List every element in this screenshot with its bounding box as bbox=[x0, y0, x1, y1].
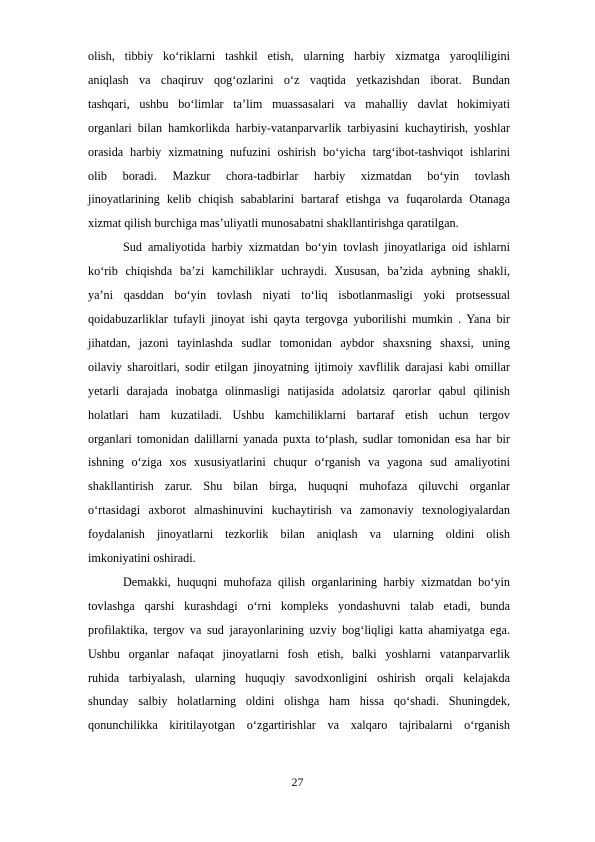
text-line: tashqari, ushbu bo‘limlar ta’lim muassasalari va mahalliy davlat hokimiyati bbox=[88, 96, 510, 111]
text-line: ishning o‘ziga xos xususiyatlarini chuqur o‘rganish va yagona sud amaliyotini bbox=[88, 455, 510, 470]
body-text bbox=[88, 45, 510, 738]
page-number: 27 bbox=[291, 775, 304, 789]
text-line: jinoyatlarining kelib chiqish sabablarini bartaraf etishga va fuqarolarda Otanaga bbox=[88, 192, 510, 207]
text-line: qoidabuzarliklar tufayli jinoyat ishi qayta tergovga yuborilishi mumkin . Yana bir bbox=[88, 311, 510, 326]
text-line: profilaktika, tergov va sud jarayonlarining uzviy bog‘liqligi katta ahamiyatga ega. bbox=[88, 622, 510, 637]
text-line: olish, tibbiy ko‘riklarni tashkil etish, ularning harbiy xizmatga yaroqliligini bbox=[88, 49, 510, 63]
text-line: aniqlash va chaqiruv qog‘ozlarini o‘z vaqtida yetkazishdan iborat. Bundan bbox=[88, 72, 510, 87]
text-line: imkoniyatini oshiradi. bbox=[88, 551, 196, 566]
text-line: tovlashga qarshi kurashdagi o‘rni kompleks yondashuvni talab etadi, bunda bbox=[88, 598, 510, 613]
text-line: ruhida tarbiyalash, ularning huquqiy savodxonligini oshirish orqali kelajakda bbox=[88, 670, 510, 685]
text-line: organlari tomonidan dalillarni yanada puxta to‘plash, sudlar tomonidan esa har bir bbox=[88, 431, 510, 446]
text-line: yetarli darajada inobatga olinmasligi natijasida adolatsiz qarorlar qabul qilinish bbox=[88, 383, 510, 398]
text-line: olib boradi. Mazkur chora-tadbirlar harbiy xizmatdan bo‘yin tovlash bbox=[88, 168, 510, 183]
text-line: xizmat qilish burchiga mas’uliyatli munosabatni shakllantirishga qaratilgan. bbox=[88, 216, 459, 231]
text-line: qonunchilikka kiritilayotgan o‘zgartirishlar va xalqaro tajribalarni o‘rganish bbox=[88, 718, 510, 733]
paragraph bbox=[88, 236, 510, 571]
text-line: ya’ni qasddan bo‘yin tovlash niyati to‘liq isbotlanmasligi yoki protsessual bbox=[88, 288, 510, 303]
text-line: ko‘rib chiqishda ba’zi kamchiliklar uchraydi. Xususan, ba’zida aybning shakli, bbox=[88, 264, 510, 279]
paragraph bbox=[88, 571, 510, 738]
text-line: oilaviy sharoitlari, sodir etilgan jinoyatning ijtimoiy xavflilik darajasi kabi omillar bbox=[88, 359, 510, 374]
text-line: Demakki, huquqni muhofaza qilish organlarining harbiy xizmatdan bo‘yin bbox=[123, 574, 510, 589]
text-line: shunday salbiy holatlarning oldini olishga ham hissa qo‘shadi. Shuningdek, bbox=[88, 694, 510, 709]
text-line: Sud amaliyotida harbiy xizmatdan bo‘yin tovlash jinoyatlariga oid ishlarni bbox=[123, 240, 510, 255]
text-line: organlari bilan hamkorlikda harbiy-vatanparvarlik tarbiyasini kuchaytirish, yoshlar bbox=[88, 120, 510, 135]
paragraph bbox=[88, 45, 510, 236]
text-line: Ushbu organlar nafaqat jinoyatlarni fosh etish, balki yoshlarni vatanparvarlik bbox=[88, 646, 510, 661]
text-line: foydalanish jinoyatlarni tezkorlik bilan aniqlash va ularning oldini olish bbox=[88, 527, 510, 542]
text-line: orasida harbiy xizmatning nufuzini oshirish bo‘yicha targ‘ibot-tashviqot ishlarini bbox=[88, 144, 510, 159]
text-line: shakllantirish zarur. Shu bilan birga, huquqni muhofaza qiluvchi organlar bbox=[88, 479, 510, 494]
text-line: o‘rtasidagi axborot almashinuvini kuchaytirish va zamonaviy texnologiyalardan bbox=[88, 503, 510, 518]
text-line: holatlari ham kuzatiladi. Ushbu kamchiliklarni bartaraf etish uchun tergov bbox=[88, 407, 510, 422]
text-line: jihatdan, jazoni tayinlashda sudlar tomonidan aybdor shaxsning shaxsi, uning bbox=[88, 335, 510, 350]
document-page bbox=[88, 45, 510, 738]
